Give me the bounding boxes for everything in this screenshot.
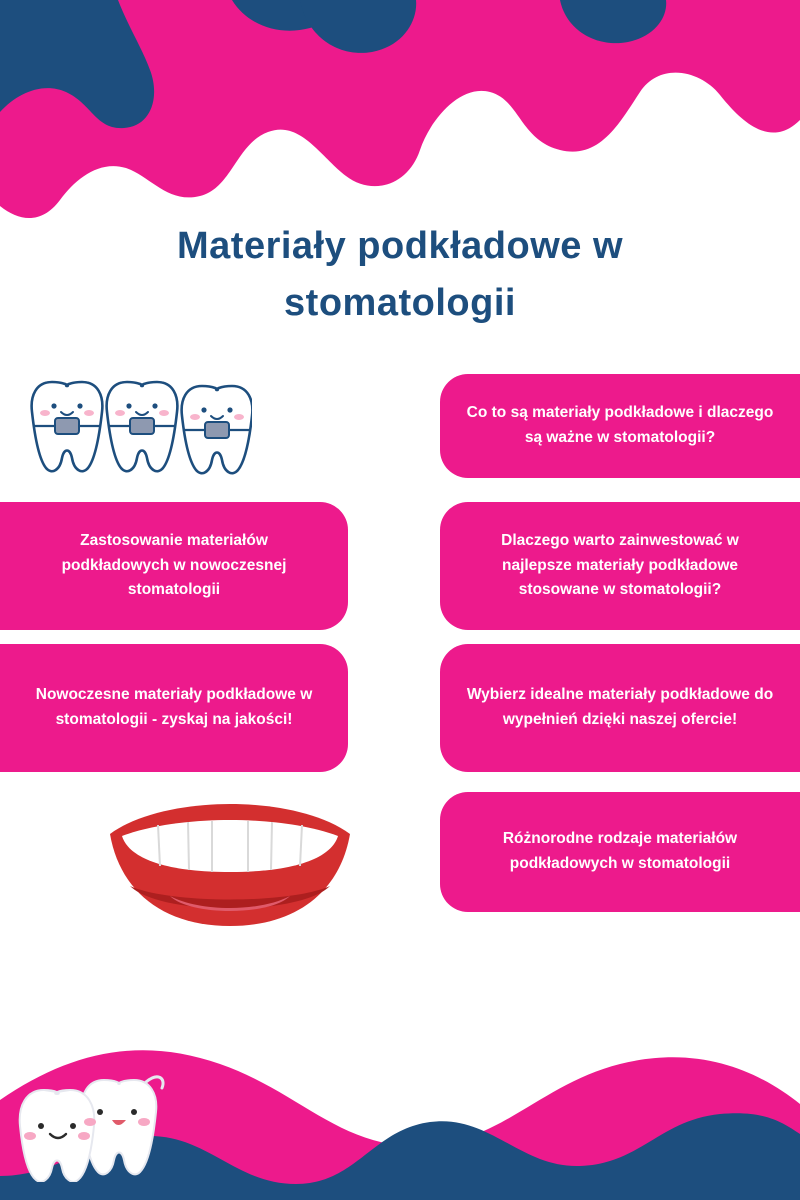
topic-pill-2-label: Dlaczego warto zainwestować w najlepsze materiały podkładowe stosowane w stomatologii? [501,531,739,599]
smiling-mouth-icon [100,800,360,930]
bottom-blob-decoration [0,980,800,1200]
topic-pill-6[interactable] [0,644,348,772]
three-teeth-with-braces-icon [22,372,252,482]
page-title: Materiały podkładowe w stomatologii [177,225,623,324]
topic-pill-4[interactable] [440,792,800,912]
topic-pill-1[interactable] [440,374,800,478]
topic-pill-5[interactable] [0,502,348,630]
topic-pill-3-label: Wybierz idealne materiały podkładowe do wypełnień dzięki naszej ofercie! [466,686,774,728]
topic-pill-2[interactable] [440,502,800,630]
two-cartoon-teeth-icon [14,1072,174,1182]
topic-pill-5-label: Zastosowanie materiałów podkładowych w nowoczesnej stomatologii [61,531,287,599]
topic-pill-3[interactable] [440,644,800,772]
topic-pill-4-label: Różnorodne rodzaje materiałów podkładowych w stomatologii [502,830,738,872]
topic-pill-1-label: Co to są materiały podkładowe i dlaczego są ważne w stomatologii? [466,404,774,446]
topic-pill-6-label: Nowoczesne materiały podkładowe w stomatologii - zyskaj na jakości! [35,686,313,728]
